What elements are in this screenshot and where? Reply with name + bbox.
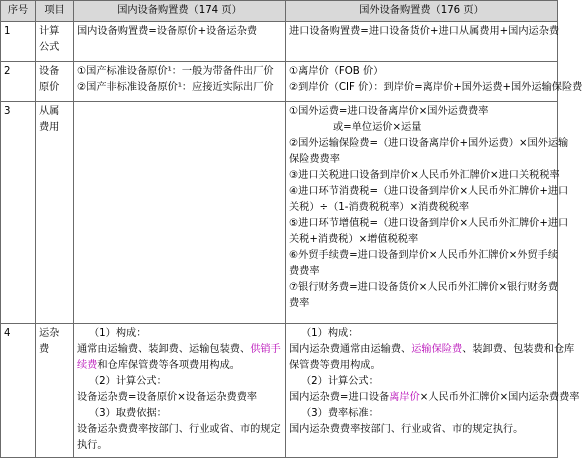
foreign-cell: 进口设备购置费=进口设备货价+进口从属费用+国内运杂费 — [286, 22, 558, 62]
table-row — [1, 62, 558, 102]
header-seq: 序号 — [1, 1, 36, 22]
row-number: 2 — [1, 62, 36, 102]
table-row — [1, 22, 558, 62]
row-number: 3 — [1, 102, 36, 324]
header-domestic: 国内设备购置费（174 页） — [74, 1, 286, 22]
row-item: 运杂 费 — [36, 324, 74, 458]
domestic-cell: 国内设备购置费=设备原价+设备运杂费 — [74, 22, 286, 62]
row-number: 4 — [1, 324, 36, 458]
domestic-cell: ①国产标准设备原价¹：一般为带备件出厂价 ②国产非标准设备原价¹：应接近实际出厂价 — [74, 62, 286, 102]
row-item: 设备 原价 — [36, 62, 74, 102]
highlight-text: 供销手 — [250, 344, 281, 355]
row-number: 1 — [1, 22, 36, 62]
foreign-cell: ①国外运费=进口设备离岸价×国外运费费率 或=单位运价×运量 ②国外运输保险费=（进口设备离岸价+国外运费）×国外运输 保险费费率 ③进口关税进口设备到岸价×人民币外汇牌价×进口关税税率 ④进口环节消费税=（进口设备到岸价×人民币外汇牌价+进口 关税）÷（1-消费税税率）×消费税税率 ⑤进口环节增值税=（进口设备到岸价×人民币外汇牌价+进口 关税+消费税）×增值税税率 ⑥外贸手续费=进口设备到岸价×人民币外汇牌价×外贸手续 费费率 ⑦银行财务费=进口设备货价×人民币外汇牌价×银行财务费 费率 — [286, 102, 558, 324]
foreign-cell: ①离岸价（FOB 价） ②到岸价（CIF 价）：到岸价=离岸价+国外运费+国外运输保险费 — [286, 62, 558, 102]
domestic-cell: （1）构成： 通常由运输费、装卸费、运输包装费、供销手 续费和仓库保管费等各项费用构成。 （2）计算公式： 设备运杂费=设备原价×设备运杂费费率 （3）取费依据： 设备运杂费费率按部门、行业或省、市的规定 执行。 — [74, 324, 286, 458]
row-item: 从属 费用 — [36, 102, 74, 324]
highlight-text: 离岸价 — [389, 392, 420, 403]
header-item: 项目 — [36, 1, 74, 22]
table-row — [1, 324, 558, 458]
table-header-row — [1, 1, 558, 22]
foreign-cell: （1）构成： 国内运杂费通常由运输费、运输保险费、装卸费、包装费和仓库 保管费等费用构成。 （2）计算公式： 国内运杂费=进口设备离岸价×人民币外汇牌价×国内运杂费费率 （3）费率标准： 国内运杂费费率按部门、行业或省、市的规定执行。 — [286, 324, 558, 458]
highlight-text: 续费 — [77, 360, 98, 371]
header-foreign: 国外设备购置费（176 页） — [286, 1, 558, 22]
highlight-text: 运输保险费 — [411, 344, 463, 355]
row-item: 计算 公式 — [36, 22, 74, 62]
domestic-cell-empty — [74, 102, 286, 324]
table-row — [1, 102, 558, 324]
